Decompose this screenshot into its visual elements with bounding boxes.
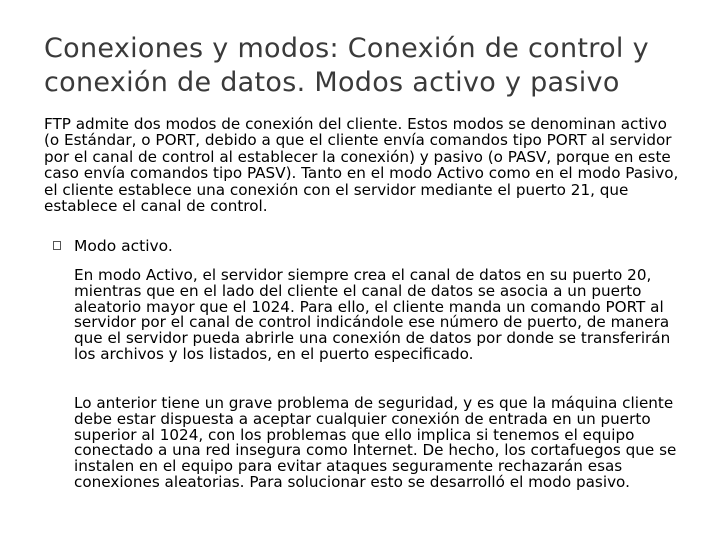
slide-title: Conexiones y modos: Conexión de control y conexión de datos. Modos activo y pasivo: [44, 33, 649, 98]
bullet-label: Modo activo.: [74, 237, 173, 255]
active-mode-paragraph: En modo Activo, el servidor siempre crea el canal de datos en su puerto 20, mientras que en el lado del cliente el canal de datos se asocia a un puerto aleatorio mayor que el 1024. Para ello, el cliente manda un comando PORT al servidor por el canal de control indicándole ese número de puerto, de manera que el servidor pueda abrirle una conexión de datos por donde se transferirán los archivos y los listados, en el puerto especificado.: [74, 266, 671, 363]
security-problem-paragraph: Lo anterior tiene un grave problema de seguridad, y es que la máquina cliente debe estar dispuesta a aceptar cualquier conexión de entrada en un puerto superior al 1024, con los problemas que ello implica si tenemos el equipo conectado a una red insegura como Internet. De hecho, los cortafuegos que se instalen en el equipo para evitar ataques seguramente rechazarán esas conexiones aleatorias. Para solucionar esto se desarrolló el modo pasivo.: [74, 394, 677, 491]
square-bullet-icon: [53, 241, 61, 250]
intro-paragraph: FTP admite dos modos de conexión del cliente. Estos modos se denominan activo (o Estándar, o PORT, debido a que el cliente envía comandos tipo PORT al servidor por el canal de control al establecer la conexión) y pasivo (o PASV, porque en este caso envía comandos tipo PASV). Tanto en el modo Activo como en el modo Pasivo, el cliente establece una conexión con el servidor mediante el puerto 21, que establece el canal de control.: [44, 115, 679, 216]
